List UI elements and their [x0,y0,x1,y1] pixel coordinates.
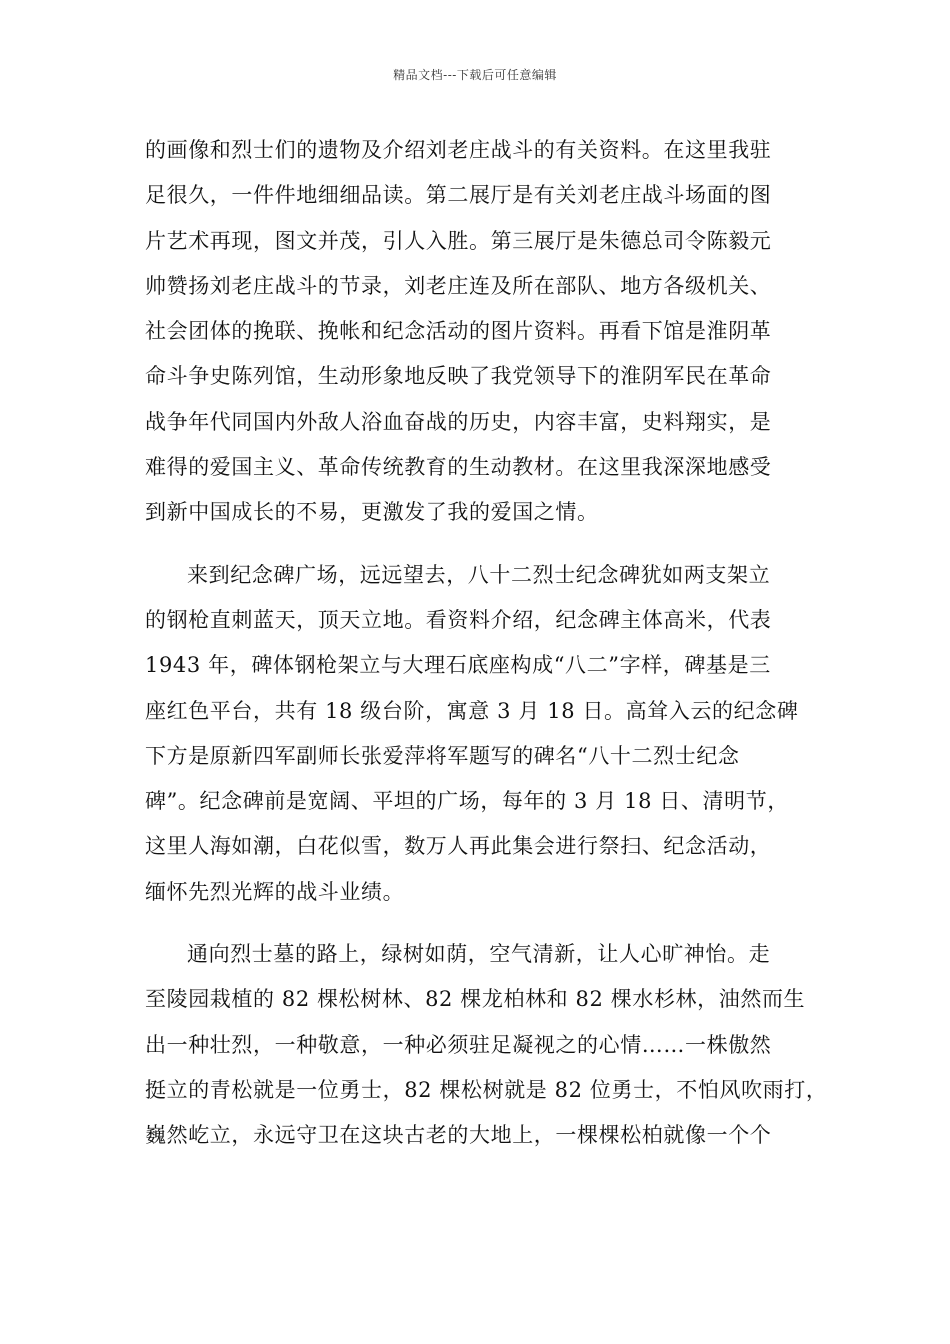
paragraph-1 [145,128,825,536]
text-line: 到新中国成长的不易，更激发了我的爱国之情。 [145,500,599,525]
text-line: 碑”。纪念碑前是宽阔、平坦的广场，每年的 3 月 18 日、清明节， [145,789,789,814]
text-line: 命斗争史陈列馆，生动形象地反映了我党领导下的淮阴军民在革命 [145,364,772,389]
text-line: 至陵园栽植的 82 棵松树林、82 棵龙柏林和 82 棵水杉林，油然而生 [145,987,806,1012]
text-line: 难得的爱国主义、革命传统教育的生动教材。在这里我深深地感受 [145,455,772,480]
text-line: 社会团体的挽联、挽帐和纪念活动的图片资料。再看下馆是淮阴革 [145,319,772,344]
text-line: 战争年代同国内外敌人浴血奋战的历史，内容丰富，史料翔实，是 [145,409,772,434]
text-line: 来到纪念碑广场，远远望去，八十二烈士纪念碑犹如两支架立 [187,562,771,587]
text-line: 这里人海如潮，白花似雪，数万人再此集会进行祭扫、纪念活动， [145,834,772,859]
paragraph-3 [145,932,828,1158]
body-text [145,128,828,1159]
page-header: 精品文档---下载后可任意编辑 [393,68,557,82]
text-line: 座红色平台，共有 18 级台阶，寓意 3 月 18 日。高耸入云的纪念碑 [145,698,799,723]
paragraph-2 [145,553,825,915]
text-line: 通向烈士墓的路上，绿树如荫，空气清新，让人心旷神怡。走 [187,942,771,967]
text-line: 挺立的青松就是一位勇士，82 棵松树就是 82 位勇士，不怕风吹雨打， [145,1077,828,1102]
text-line: 1943 年，碑体钢枪架立与大理石底座构成“八二”字样，碑基是三 [145,653,771,678]
text-line: 足很久，一件件地细细品读。第二展厅是有关刘老庄战斗场面的图 [145,183,772,208]
text-line: 的画像和烈士们的遗物及介绍刘老庄战斗的有关资料。在这里我驻 [145,138,772,162]
text-line: 下方是原新四军副师长张爱萍将军题写的碑名“八十二烈士纪念 [145,743,740,768]
text-line: 出一种壮烈，一种敬意，一种必须驻足凝视之的心情……一株傲然 [145,1032,772,1057]
text-line: 帅赞扬刘老庄战斗的节录，刘老庄连及所在部队、地方各级机关、 [145,273,772,298]
text-line: 巍然屹立，永远守卫在这块古老的大地上，一棵棵松柏就像一个个 [145,1123,772,1148]
text-line: 的钢枪直刺蓝天，顶天立地。看资料介绍，纪念碑主体高米，代表 [145,607,772,632]
text-line: 缅怀先烈光辉的战斗业绩。 [145,879,405,904]
text-line: 片艺术再现，图文并茂，引人入胜。第三展厅是朱德总司令陈毅元 [145,228,772,253]
